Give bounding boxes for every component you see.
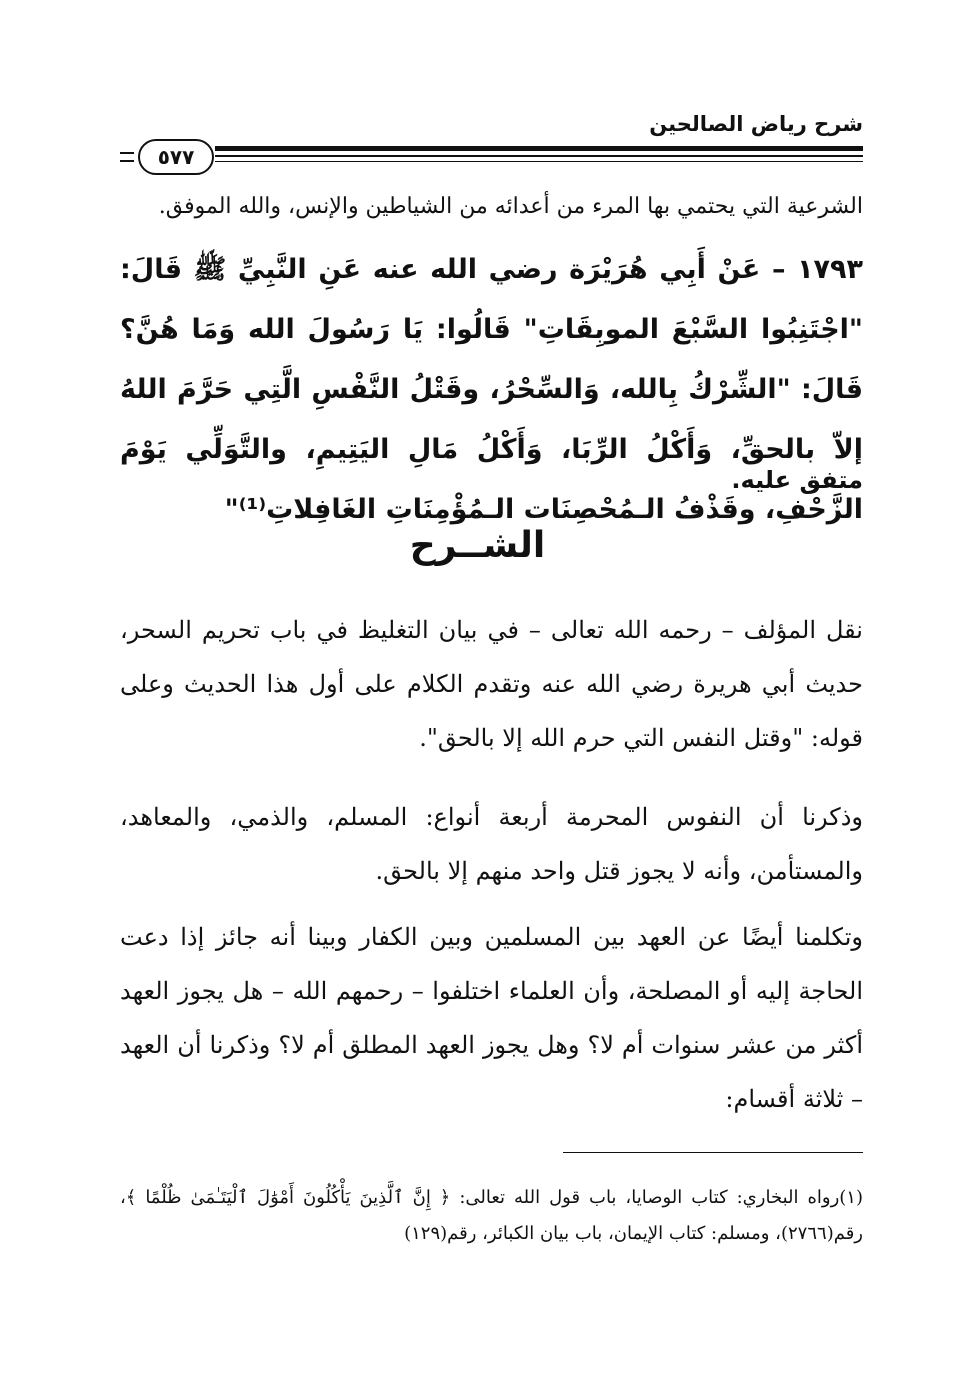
header-rule-thin-lower (215, 161, 863, 162)
continuation-paragraph: الشرعية التي يحتمي بها المرء من أعدائه من الشياطين والإنس، والله الموفق. (158, 194, 863, 219)
header-end-mark (120, 152, 134, 162)
header-rule-thin (215, 155, 863, 157)
footnote: (١)رواه البخاري: كتاب الوصايا، باب قول الله تعالى: ﴿ إِنَّ ٱلَّذِينَ يَأْكُلُونَ أَمْوَٰلَ ٱلْيَتَـٰمَىٰ ظُلْمًا ﴾، رقم(٢٧٦٦)، ومسلم: كتاب الإيمان، باب بيان الكبائر، رقم(١٢٩) (120, 1187, 863, 1244)
header-rule-thick (215, 146, 863, 151)
running-title: شرح رياض الصالحين (649, 112, 863, 136)
hadith-number: ١٧٩٣ – (771, 254, 863, 285)
commentary-paragraph: وذكرنا أن النفوس المحرمة أربعة أنواع: المسلم، والذمي، والمعاهد، والمستأمن، وأنه لا يجوز قتل واحد منهم إلا بالحق. (120, 803, 863, 885)
commentary-paragraph: وتكلمنا أيضًا عن العهد بين المسلمين وبين الكفار وبينا أنه جائز إذا دعت الحاجة إليه أو المصلحة، وأن العلماء اختلفوا – رحمهم الله – هل يجوز العهد أكثر من عشر سنوات أم لا؟ وهل يجوز العهد المطلق أم لا؟ وذكرنا أن العهد – ثلاثة أقسام: (120, 923, 863, 1113)
page-number: ٥٧٧ (138, 139, 214, 175)
commentary-paragraph: نقل المؤلف – رحمه الله تعالى – في بيان التغليظ في باب تحريم السحر، حديث أبي هريرة رضي الله عنه وتقدم الكلام على أول هذا الحديث وعلى قوله: "وقتل النفس التي حرم الله إلا بالحق". (120, 616, 863, 752)
hadith-text: عَنْ أَبِي هُرَيْرَة رضي الله عنه عَنِ النَّبِيِّ ﷺ قَالَ: "اجْتَنِبُوا السَّبْعَ الموبِقَاتِ" قَالُوا: يَا رَسُولَ الله وَمَا هُنَّ؟ قَالَ: "الشِّرْكُ بِالله، وَالسِّحْرُ، وقَتْلُ النَّفْسِ الَّتِي حَرَّمَ اللهُ إلاّ بالحقِّ، وَأَكْلُ الرِّبَا، وَأَكْلُ مَالِ اليَتِيمِ، والتَّوَلِّي يَوْمَ الزَّحْفِ، وقَذْفُ الـمُحْصِنَات الـمُؤْمِنَاتِ الغَافِلاتِ⁽¹⁾" (120, 254, 863, 525)
footnote-separator (563, 1152, 863, 1153)
section-title: الشــرح (409, 525, 546, 566)
hadith-grading: متفق عليه. (731, 466, 863, 494)
